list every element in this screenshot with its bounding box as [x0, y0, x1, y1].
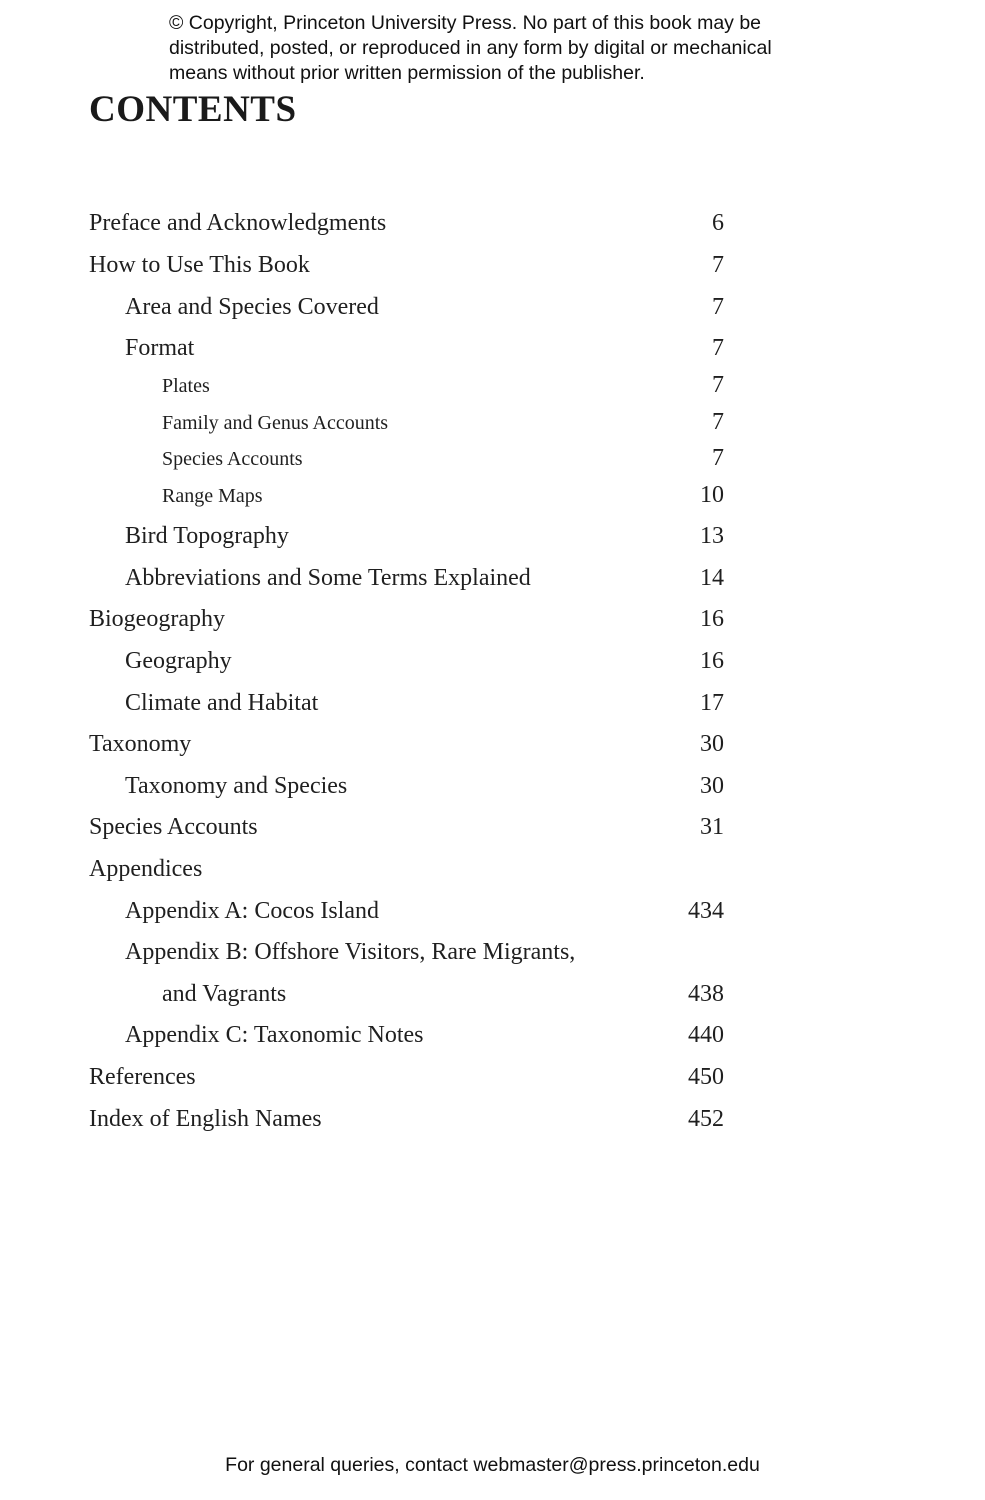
toc-entry-label: Species Accounts — [162, 448, 303, 470]
copyright-notice — [169, 11, 849, 86]
toc-entry-page: 438 — [688, 981, 724, 1007]
toc-entry-page: 452 — [688, 1106, 724, 1132]
toc-entry-label: Appendix C: Taxonomic Notes — [125, 1022, 424, 1048]
toc-entry-page: 440 — [688, 1022, 724, 1048]
footer-contact: For general queries, contact webmaster@press.princeton.edu — [225, 1454, 760, 1476]
toc-entry-label: Index of English Names — [89, 1106, 322, 1132]
toc-entry-page: 10 — [700, 482, 724, 508]
toc-entry-page: 6 — [712, 210, 724, 236]
page-title: CONTENTS — [89, 89, 297, 130]
toc-entry-label: Geography — [125, 648, 232, 674]
toc-entry-page: 434 — [688, 898, 724, 924]
toc-entry-page: 450 — [688, 1064, 724, 1090]
toc-entry-label: Bird Topography — [125, 523, 289, 549]
toc-entry-page: 7 — [712, 409, 724, 435]
toc-entry-label: Biogeography — [89, 606, 225, 632]
toc-entry-label: Plates — [162, 375, 210, 397]
toc-entry-page: 7 — [712, 445, 724, 471]
toc-entry-label: Taxonomy — [89, 731, 192, 757]
toc-entry-page: 17 — [700, 690, 724, 716]
toc-entry-label: Format — [125, 335, 195, 361]
toc-entry-label: Appendix A: Cocos Island — [125, 898, 379, 924]
toc-entry-page: 7 — [712, 252, 724, 278]
toc-entry-label: Abbreviations and Some Terms Explained — [125, 565, 531, 591]
toc-entry-label: Area and Species Covered — [125, 294, 379, 320]
toc-entry-label: Appendix B: Offshore Visitors, Rare Migrants, — [125, 939, 576, 965]
toc-entry-label: Taxonomy and Species — [125, 773, 348, 799]
toc-entry-label: Range Maps — [162, 485, 263, 507]
copyright-line: distributed, posted, or reproduced in any form by digital or mechanical — [169, 37, 772, 59]
toc-entry-page: 7 — [712, 335, 724, 361]
toc-entry-page: 16 — [700, 606, 724, 632]
toc-entry-page: 14 — [700, 565, 724, 591]
toc-entry-page: 16 — [700, 648, 724, 674]
copyright-line: © Copyright, Princeton University Press. No part of this book may be — [169, 12, 762, 34]
toc-entry-page: 31 — [700, 814, 724, 840]
toc-entry-label: References — [89, 1064, 196, 1090]
toc-entry-label: Preface and Acknowledgments — [89, 210, 387, 236]
toc-entry-label: Family and Genus Accounts — [162, 412, 389, 434]
toc-entry-page: 13 — [700, 523, 724, 549]
toc-entry-label: and Vagrants — [162, 981, 287, 1007]
toc-entry-page: 30 — [700, 731, 724, 757]
toc-entry-page: 7 — [712, 372, 724, 398]
toc-entry-label: Species Accounts — [89, 814, 258, 840]
toc-entry-label: Appendices — [89, 856, 203, 882]
toc-entry-page: 30 — [700, 773, 724, 799]
copyright-line: means without prior written permission of the publisher. — [169, 62, 645, 84]
toc-entry-page: 7 — [712, 294, 724, 320]
toc-entry-label: Climate and Habitat — [125, 690, 319, 716]
toc-entry-label: How to Use This Book — [89, 252, 310, 278]
